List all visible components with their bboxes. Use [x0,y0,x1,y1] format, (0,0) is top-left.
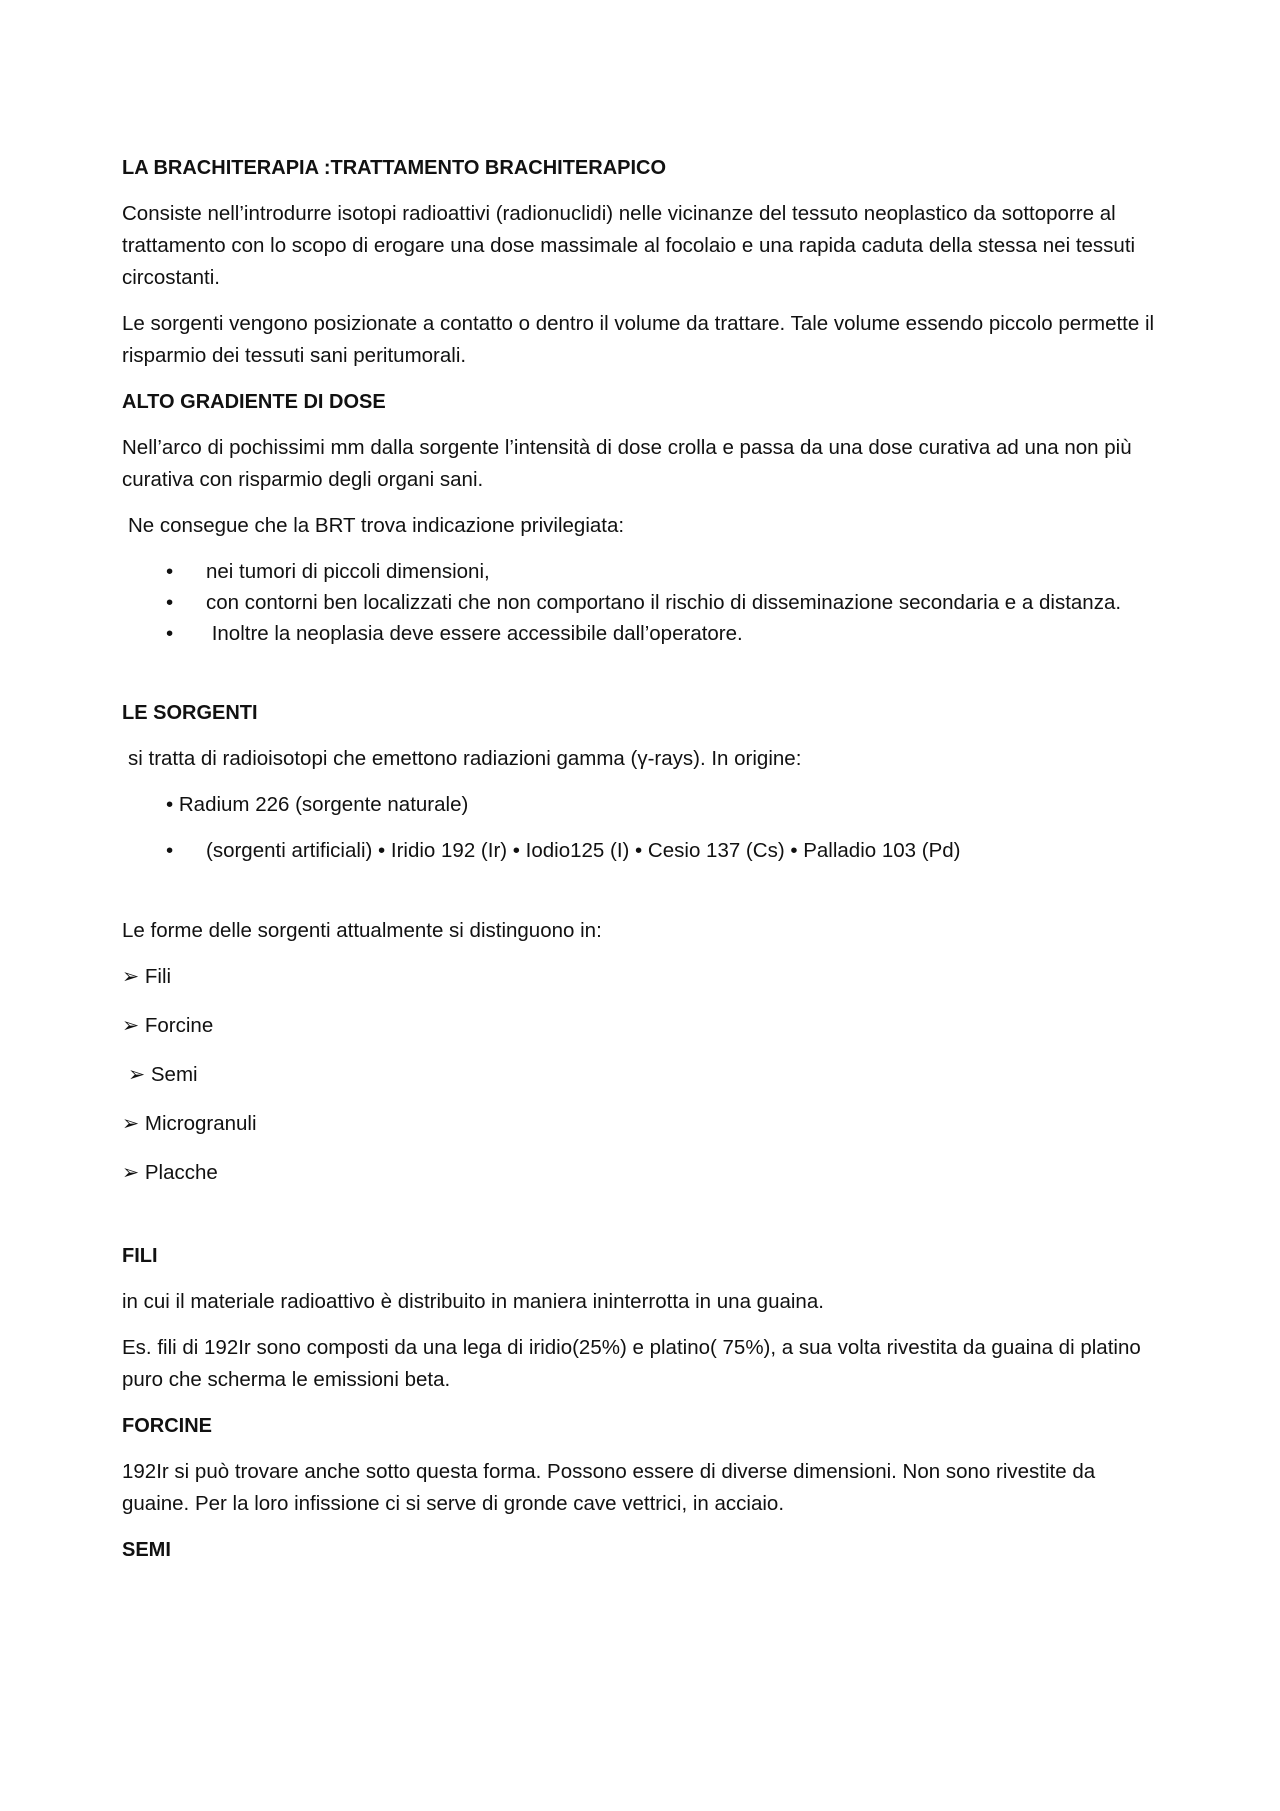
bullet-icon: • [166,591,174,614]
spacer [122,881,1162,915]
indication-list [122,556,1162,649]
bullet-icon: • [166,560,174,583]
fili-paragraph-2: Es. fili di 192Ir sono composti da una lega di iridio(25%) e platino( 75%), a sua volta rivestita da guaina di platino puro che scherma le emissioni beta. [122,1336,1141,1391]
spacer [122,1206,1162,1240]
form-item-placche: ➢ Placche [122,1161,218,1184]
source-artificial: (sorgenti artificiali) • Iridio 192 (Ir) • Iodio125 (I) • Cesio 137 (Cs) • Palladio 103 (Pd) [206,839,961,862]
form-item-fili: ➢ Fili [122,965,172,988]
sources-intro: si tratta di radioisotopi che emettono radiazioni gamma (γ-rays). In origine: [128,747,802,770]
list-item: • nei tumori di piccoli dimensioni, [122,556,1162,587]
sources-heading: LE SORGENTI [122,702,258,724]
forms-intro: Le forme delle sorgenti attualmente si distinguono in: [122,919,602,942]
document-page [122,152,1162,1580]
intro-paragraph-2: Le sorgenti vengono posizionate a contatto o dentro il volume da trattare. Tale volume essendo piccolo permette il risparmio dei tessuti sani peritumorali. [122,312,1155,367]
spacer [122,663,1162,697]
document-title: LA BRACHITERAPIA :TRATTAMENTO BRACHITERAPICO [122,157,667,179]
form-item-forcine: ➢ Forcine [122,1014,214,1037]
form-item-microgranuli: ➢ Microgranuli [122,1112,257,1135]
indication-intro: Ne consegue che la BRT trova indicazione privilegiata: [128,514,625,537]
semi-heading: SEMI [122,1539,171,1561]
intro-paragraph-1: Consiste nell’introdurre isotopi radioattivi (radionuclidi) nelle vicinanze del tessuto neoplastico da sottoporre al trattamento con lo scopo di erogare una dose massimale al focolaio e una rapida caduta della stessa nei tessuti circostanti. [122,202,1136,289]
form-item-semi: ➢ Semi [128,1063,198,1086]
list-item: • Inoltre la neoplasia deve essere accessibile dall’operatore. [122,618,1162,649]
source-artificial-row [122,835,1162,867]
list-item: • con contorni ben localizzati che non comportano il rischio di disseminazione secondaria e a distanza. [122,587,1162,618]
forcine-heading: FORCINE [122,1415,212,1437]
gradient-heading: ALTO GRADIENTE DI DOSE [122,391,386,413]
source-natural: • Radium 226 (sorgente naturale) [166,793,469,816]
fili-paragraph-1: in cui il materiale radioattivo è distribuito in maniera ininterrotta in una guaina. [122,1290,824,1313]
fili-heading: FILI [122,1245,158,1267]
gradient-paragraph: Nell’arco di pochissimi mm dalla sorgente l’intensità di dose crolla e passa da una dose curativa ad una non più curativa con risparmio degli organi sani. [122,436,1132,491]
bullet-icon: • [166,839,174,862]
bullet-icon: • [166,622,174,645]
forcine-paragraph: 192Ir si può trovare anche sotto questa forma. Possono essere di diverse dimensioni. Non sono rivestite da guaine. Per la loro infissione ci si serve di gronde cave vettrici, in acciaio. [122,1460,1096,1515]
